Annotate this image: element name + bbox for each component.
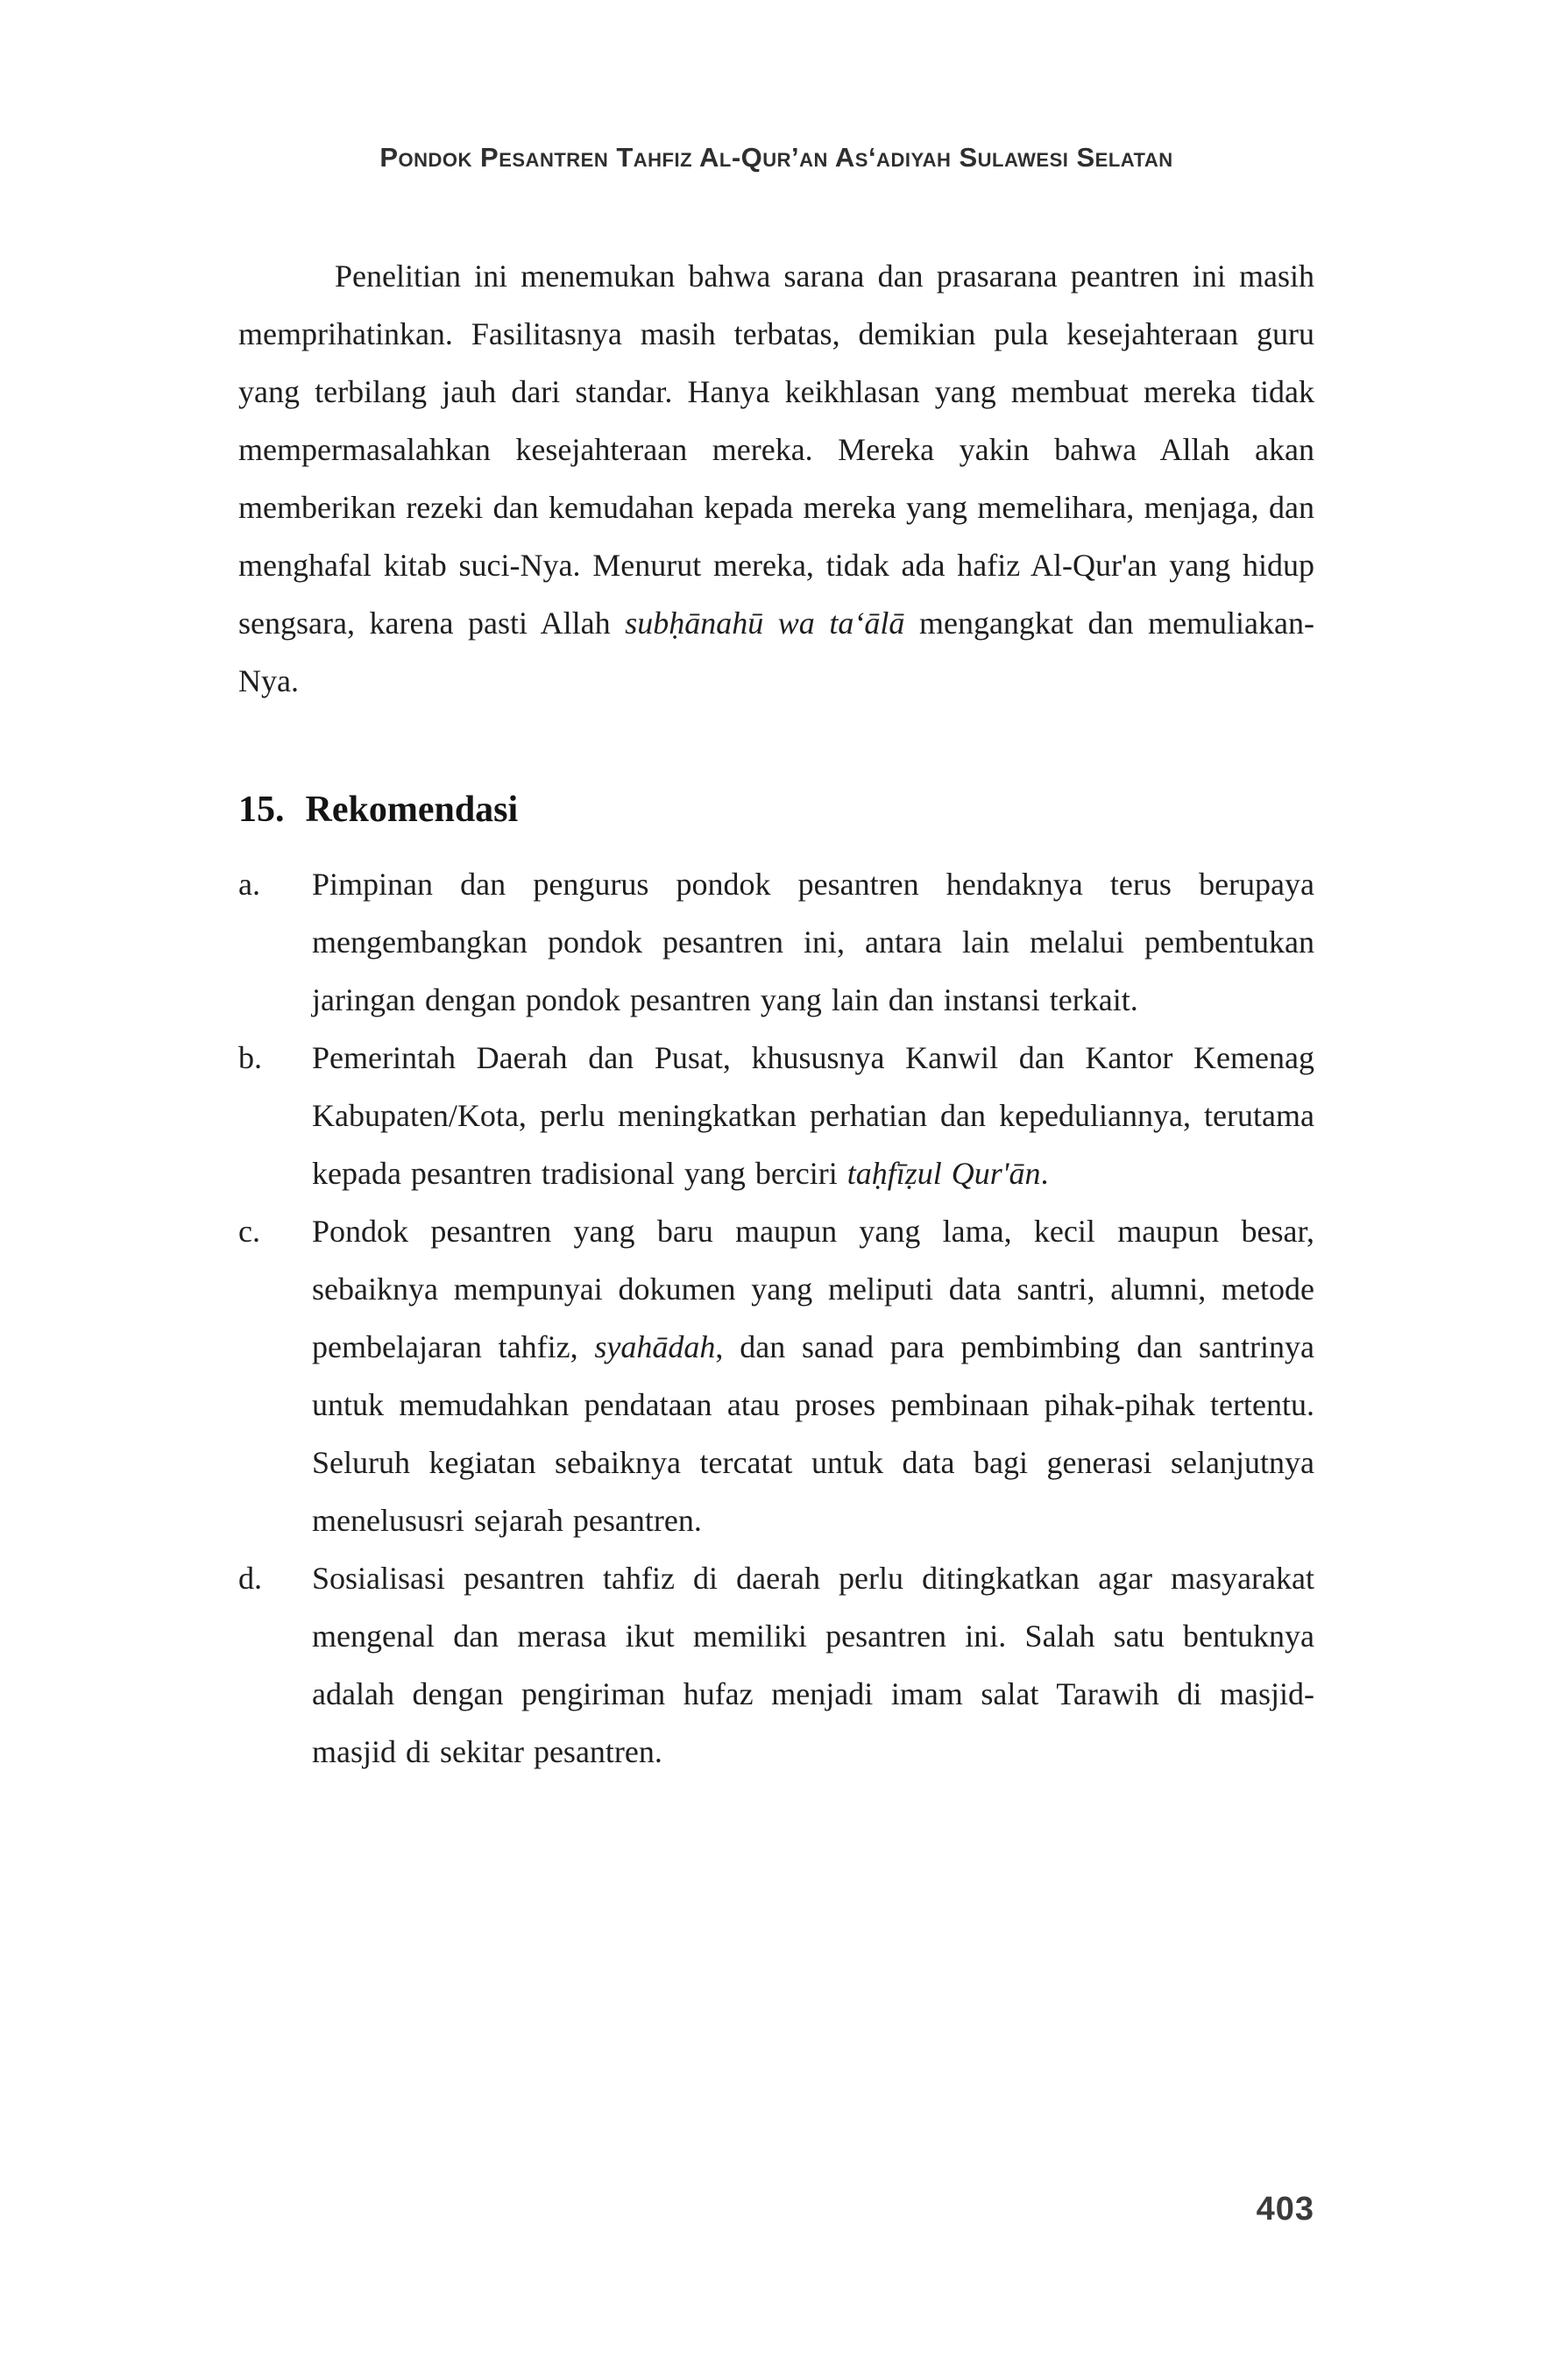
italic-transliteration-phrase: subḥānahū wa ta‘ālā bbox=[625, 606, 905, 641]
recommendation-item-c bbox=[238, 1202, 1314, 1549]
italic-syahadah: syahādah bbox=[594, 1329, 716, 1364]
running-header: Pondok Pesantren Tahfiz Al-Qur’an As‘adiyah Sulawesi Selatan bbox=[379, 142, 1173, 173]
item-c-text-end: , dan sanad para pembimbing dan santrinya untuk memudahkan pendataan atau proses pembinaan pihak-pihak tertentu. Seluruh kegiatan sebaiknya tercatat untuk data bagi generasi selanjutnya menelususri sejarah pesantren. bbox=[312, 1329, 1314, 1538]
italic-tahfizul-quran: taḥfīẓul Qur'ān bbox=[846, 1156, 1041, 1191]
section-number: 15. bbox=[238, 790, 285, 830]
item-label-b: b. bbox=[238, 1040, 262, 1075]
recommendation-item-b bbox=[238, 1029, 1314, 1202]
item-label-d: d. bbox=[238, 1561, 262, 1596]
recommendation-list bbox=[238, 855, 1314, 1781]
item-c-text-start: Pondok pesantren yang baru maupun yang lama, kecil maupun besar, sebaiknya mempunyai dokumen yang meliputi data santri, alumni, metode pembelajaran tahfiz, bbox=[312, 1214, 1314, 1364]
recommendation-item-d bbox=[238, 1549, 1314, 1781]
page-content bbox=[238, 140, 1314, 1781]
page-number: 403 bbox=[1256, 2191, 1314, 2228]
section-title: Rekomendasi bbox=[305, 790, 519, 830]
conclusion-text-start: Penelitian ini menemukan bahwa sarana dan prasarana peantren ini masih memprihatinkan. Fasilitasnya masih terbatas, demikian pula kesejahteraan guru yang terbilang jauh dari standar. Hanya keikhlasan yang membuat mereka tidak mempermasalahkan kesejahteraan mereka. Mereka yakin bahwa Allah akan memberikan rezeki dan kemudahan kepada mereka yang memelihara, menjaga, dan menghafal kitab suci-Nya. Menurut mereka, tidak ada hafiz Al-Qur'an yang hidup sengsara, karena pasti Allah bbox=[238, 259, 1314, 641]
item-label-c: c. bbox=[238, 1214, 260, 1249]
item-text-a: Pimpinan dan pengurus pondok pesantren hendaknya terus berupaya mengembangkan pondok pesantren ini, antara lain melalui pembentukan jaringan dengan pondok pesantren yang lain dan instansi terkait. bbox=[312, 867, 1314, 1017]
item-text-d: Sosialisasi pesantren tahfiz di daerah perlu ditingkatkan agar masyarakat mengenal dan merasa ikut memiliki pesantren ini. Salah satu bentuknya adalah dengan pengiriman hufaz menjadi imam salat Tarawih di masjid-masjid di sekitar pesantren. bbox=[312, 1561, 1314, 1769]
conclusion-text-end: mengangkat dan memuliakan-Nya. bbox=[238, 606, 1314, 698]
recommendation-item-a bbox=[238, 855, 1314, 1029]
item-label-a: a. bbox=[238, 867, 260, 902]
item-text-b bbox=[312, 1040, 1314, 1191]
item-text-c bbox=[312, 1214, 1314, 1538]
conclusion-paragraph bbox=[238, 247, 1314, 710]
item-b-text-start: Pemerintah Daerah dan Pusat, khususnya Kanwil dan Kantor Kemenag Kabupaten/Kota, perlu meningkatkan perhatian dan kepeduliannya, terutama kepada pesantren tradisional yang berciri bbox=[312, 1040, 1314, 1191]
item-b-text-end: . bbox=[1040, 1156, 1049, 1191]
section-heading bbox=[238, 787, 1314, 832]
